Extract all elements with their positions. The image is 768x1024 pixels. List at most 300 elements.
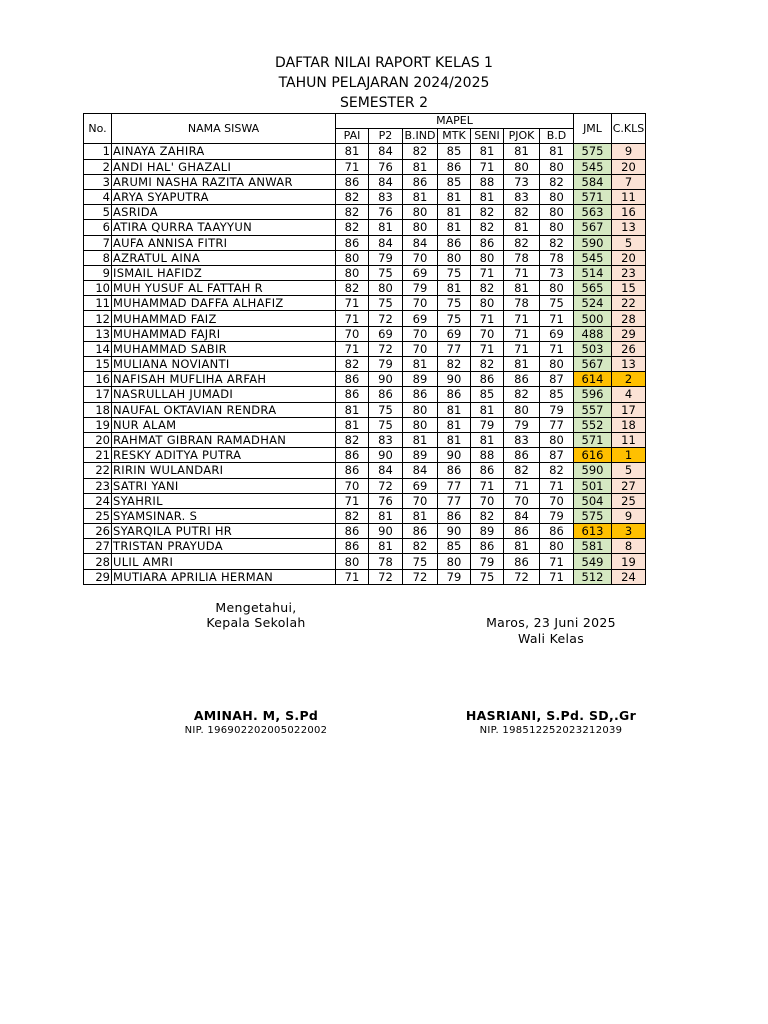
subject-score: 71 — [504, 478, 540, 493]
total-score: 614 — [574, 372, 612, 387]
subject-score: 71 — [504, 326, 540, 341]
subject-score: 85 — [540, 387, 574, 402]
subject-score: 87 — [540, 372, 574, 387]
total-score: 581 — [574, 539, 612, 554]
subject-score: 69 — [403, 265, 438, 280]
col-name-header: NAMA SISWA — [112, 114, 336, 144]
subject-score: 79 — [369, 250, 403, 265]
total-score: 545 — [574, 159, 612, 174]
class-rank: 11 — [612, 189, 646, 204]
subject-score: 82 — [504, 387, 540, 402]
total-score: 512 — [574, 569, 612, 584]
subject-score: 75 — [540, 296, 574, 311]
student-name: ISMAIL HAFIDZ — [112, 265, 336, 280]
subject-score: 82 — [540, 174, 574, 189]
table-row — [84, 539, 646, 554]
total-score: 565 — [574, 281, 612, 296]
subject-score: 75 — [369, 265, 403, 280]
row-number: 18 — [84, 402, 112, 417]
subject-score: 70 — [403, 326, 438, 341]
subject-score: 86 — [504, 372, 540, 387]
subject-score: 71 — [540, 478, 574, 493]
subject-score: 82 — [540, 235, 574, 250]
subject-score: 81 — [438, 189, 471, 204]
subject-score: 80 — [471, 250, 504, 265]
table-row — [84, 189, 646, 204]
subject-header: P2 — [369, 129, 403, 144]
subject-score: 70 — [540, 493, 574, 508]
subject-score: 80 — [336, 265, 369, 280]
table-row — [84, 174, 646, 189]
class-rank: 15 — [612, 281, 646, 296]
subject-score: 70 — [336, 326, 369, 341]
subject-score: 82 — [471, 220, 504, 235]
table-row — [84, 281, 646, 296]
subject-score: 69 — [403, 478, 438, 493]
table-header-row — [84, 114, 646, 129]
row-number: 28 — [84, 554, 112, 569]
subject-score: 79 — [438, 569, 471, 584]
total-score: 575 — [574, 508, 612, 523]
subject-score: 81 — [369, 539, 403, 554]
student-name: MUHAMMAD FAJRI — [112, 326, 336, 341]
subject-score: 80 — [403, 205, 438, 220]
table-row — [84, 296, 646, 311]
total-score: 504 — [574, 493, 612, 508]
student-name: AINAYA ZAHIRA — [112, 144, 336, 159]
row-number: 27 — [84, 539, 112, 554]
student-name: MUTIARA APRILIA HERMAN — [112, 569, 336, 584]
grades-body — [84, 144, 646, 584]
class-rank: 24 — [612, 569, 646, 584]
subject-score: 84 — [369, 174, 403, 189]
subject-header: B.IND — [404, 129, 436, 143]
report-title: DAFTAR NILAI RAPORT KELAS 1 — [275, 55, 493, 71]
subject-score: 81 — [336, 402, 369, 417]
class-rank: 29 — [612, 326, 646, 341]
homeroom-teacher-name: HASRIANI, S.Pd. SD,.Gr — [465, 708, 637, 723]
total-score: 584 — [574, 174, 612, 189]
subject-score: 77 — [438, 493, 471, 508]
total-score: 567 — [574, 220, 612, 235]
row-number: 23 — [84, 478, 112, 493]
class-rank: 16 — [612, 205, 646, 220]
subject-score: 80 — [504, 402, 540, 417]
total-score: 571 — [574, 432, 612, 447]
subject-score: 90 — [369, 524, 403, 539]
table-row — [84, 265, 646, 280]
subject-score: 83 — [504, 189, 540, 204]
subject-score: 75 — [438, 296, 471, 311]
subject-score: 75 — [438, 311, 471, 326]
subject-score: 78 — [504, 250, 540, 265]
row-number: 11 — [84, 296, 112, 311]
subject-score: 80 — [540, 159, 574, 174]
subject-score: 86 — [336, 387, 369, 402]
student-name: NAFISAH MUFLIHA ARFAH — [112, 372, 336, 387]
subject-score: 84 — [403, 463, 438, 478]
subject-score: 71 — [540, 569, 574, 584]
total-score: 596 — [574, 387, 612, 402]
table-row — [84, 554, 646, 569]
row-number: 21 — [84, 448, 112, 463]
subject-score: 81 — [438, 417, 471, 432]
subject-score: 81 — [369, 508, 403, 523]
table-row — [84, 569, 646, 584]
row-number: 20 — [84, 432, 112, 447]
row-number: 15 — [84, 357, 112, 372]
subject-score: 85 — [438, 174, 471, 189]
subject-score: 86 — [336, 235, 369, 250]
row-number: 22 — [84, 463, 112, 478]
subject-score: 71 — [471, 311, 504, 326]
subject-score: 72 — [403, 569, 438, 584]
class-rank: 19 — [612, 554, 646, 569]
total-score: 500 — [574, 311, 612, 326]
subject-score: 71 — [504, 311, 540, 326]
col-ckls-header: C.KLS — [612, 114, 646, 144]
subject-score: 85 — [438, 539, 471, 554]
subject-score: 70 — [471, 326, 504, 341]
subject-header: B.D — [540, 129, 574, 144]
subject-header: PJOK — [504, 129, 540, 144]
total-score: 514 — [574, 265, 612, 280]
subject-score: 80 — [540, 539, 574, 554]
subject-score: 76 — [369, 159, 403, 174]
subject-score: 90 — [369, 448, 403, 463]
row-number: 25 — [84, 508, 112, 523]
subject-score: 87 — [540, 448, 574, 463]
subject-score: 81 — [504, 220, 540, 235]
class-rank: 20 — [612, 250, 646, 265]
row-number: 6 — [84, 220, 112, 235]
subject-score: 83 — [369, 189, 403, 204]
student-name: NUR ALAM — [112, 417, 336, 432]
student-name: AUFA ANNISA FITRI — [112, 235, 336, 250]
subject-score: 86 — [504, 524, 540, 539]
homeroom-teacher-nip: NIP. 198512252023212039 — [479, 725, 623, 736]
total-score: 501 — [574, 478, 612, 493]
subject-score: 84 — [369, 463, 403, 478]
subject-score: 86 — [438, 159, 471, 174]
subject-score: 70 — [403, 493, 438, 508]
table-row — [84, 220, 646, 235]
subject-header: SENI — [471, 129, 504, 144]
subject-score: 83 — [504, 432, 540, 447]
subject-score: 80 — [540, 220, 574, 235]
student-name: RAHMAT GIBRAN RAMADHAN — [112, 432, 336, 447]
subject-score: 81 — [471, 144, 504, 159]
subject-score: 86 — [438, 508, 471, 523]
subject-score: 89 — [471, 524, 504, 539]
table-row — [84, 341, 646, 356]
row-number: 2 — [84, 159, 112, 174]
subject-score: 73 — [504, 174, 540, 189]
total-score: 557 — [574, 402, 612, 417]
subject-score: 80 — [540, 281, 574, 296]
semester: SEMESTER 2 — [339, 95, 429, 111]
subject-score: 86 — [504, 448, 540, 463]
class-rank: 2 — [612, 372, 646, 387]
row-number: 4 — [84, 189, 112, 204]
table-row — [84, 357, 646, 372]
subject-score: 90 — [438, 524, 471, 539]
subject-score: 81 — [438, 220, 471, 235]
subject-score: 71 — [540, 311, 574, 326]
table-row — [84, 387, 646, 402]
class-rank: 26 — [612, 341, 646, 356]
subject-score: 82 — [438, 357, 471, 372]
subject-score: 90 — [438, 372, 471, 387]
subject-score: 80 — [471, 296, 504, 311]
table-row — [84, 144, 646, 159]
subject-score: 80 — [540, 357, 574, 372]
subject-score: 81 — [471, 432, 504, 447]
subject-score: 79 — [471, 417, 504, 432]
subject-score: 86 — [471, 463, 504, 478]
subject-score: 89 — [403, 448, 438, 463]
table-row — [84, 463, 646, 478]
class-rank: 18 — [612, 417, 646, 432]
student-name: MULIANA NOVIANTI — [112, 357, 336, 372]
subject-score: 71 — [336, 493, 369, 508]
subject-score: 81 — [403, 159, 438, 174]
subject-score: 86 — [471, 235, 504, 250]
subject-score: 71 — [471, 478, 504, 493]
subject-score: 81 — [471, 402, 504, 417]
subject-score: 75 — [369, 417, 403, 432]
col-no-header: No. — [84, 114, 112, 144]
student-name: TRISTAN PRAYUDA — [112, 539, 336, 554]
subject-score: 76 — [369, 205, 403, 220]
subject-score: 70 — [504, 493, 540, 508]
subject-score: 80 — [504, 159, 540, 174]
subject-score: 81 — [336, 144, 369, 159]
table-row — [84, 235, 646, 250]
subject-score: 81 — [438, 402, 471, 417]
subject-score: 82 — [471, 281, 504, 296]
student-name: SYAMSINAR. S — [112, 508, 336, 523]
place-date: Maros, 23 Juni 2025 — [486, 615, 616, 630]
subject-score: 83 — [369, 432, 403, 447]
grades-table — [83, 113, 646, 585]
subject-score: 82 — [471, 357, 504, 372]
row-number: 16 — [84, 372, 112, 387]
subject-score: 81 — [504, 281, 540, 296]
subject-score: 85 — [438, 144, 471, 159]
subject-score: 77 — [438, 341, 471, 356]
subject-score: 73 — [540, 265, 574, 280]
subject-score: 71 — [471, 159, 504, 174]
table-row — [84, 205, 646, 220]
subject-score: 78 — [540, 250, 574, 265]
class-rank: 8 — [612, 539, 646, 554]
subject-score: 81 — [438, 205, 471, 220]
table-row — [84, 326, 646, 341]
subject-score: 80 — [403, 402, 438, 417]
subject-score: 82 — [336, 432, 369, 447]
subject-score: 85 — [471, 387, 504, 402]
subject-score: 71 — [336, 341, 369, 356]
row-number: 3 — [84, 174, 112, 189]
subject-header: PAI — [336, 129, 369, 144]
subject-score: 90 — [438, 448, 471, 463]
student-name: ANDI HAL' GHAZALI — [112, 159, 336, 174]
class-rank: 13 — [612, 357, 646, 372]
subject-score: 81 — [369, 220, 403, 235]
row-number: 8 — [84, 250, 112, 265]
subject-score: 82 — [336, 220, 369, 235]
subject-score: 77 — [438, 478, 471, 493]
total-score: 524 — [574, 296, 612, 311]
subject-score: 82 — [403, 144, 438, 159]
subject-score: 79 — [540, 508, 574, 523]
subject-score: 71 — [471, 341, 504, 356]
table-row — [84, 448, 646, 463]
total-score: 549 — [574, 554, 612, 569]
subject-score: 86 — [336, 463, 369, 478]
subject-score: 71 — [504, 265, 540, 280]
total-score: 563 — [574, 205, 612, 220]
class-rank: 11 — [612, 432, 646, 447]
subject-score: 71 — [540, 554, 574, 569]
total-score: 545 — [574, 250, 612, 265]
subject-score: 86 — [471, 539, 504, 554]
row-number: 24 — [84, 493, 112, 508]
total-score: 567 — [574, 357, 612, 372]
subject-score: 81 — [540, 144, 574, 159]
subject-score: 72 — [369, 478, 403, 493]
subject-score: 80 — [403, 417, 438, 432]
table-row — [84, 508, 646, 523]
subject-score: 71 — [471, 265, 504, 280]
subject-score: 80 — [336, 554, 369, 569]
principal-title: Kepala Sekolah — [206, 615, 306, 630]
subject-score: 80 — [540, 189, 574, 204]
subject-score: 79 — [504, 417, 540, 432]
subject-score: 75 — [471, 569, 504, 584]
row-number: 10 — [84, 281, 112, 296]
row-number: 9 — [84, 265, 112, 280]
total-score: 488 — [574, 326, 612, 341]
class-rank: 13 — [612, 220, 646, 235]
student-name: ULIL AMRI — [112, 554, 336, 569]
subject-score: 75 — [403, 554, 438, 569]
table-row — [84, 524, 646, 539]
subject-score: 86 — [403, 524, 438, 539]
subject-score: 82 — [504, 463, 540, 478]
class-rank: 4 — [612, 387, 646, 402]
row-number: 26 — [84, 524, 112, 539]
subject-score: 72 — [369, 569, 403, 584]
subject-score: 72 — [369, 311, 403, 326]
subject-score: 84 — [369, 235, 403, 250]
row-number: 17 — [84, 387, 112, 402]
subject-score: 81 — [403, 432, 438, 447]
col-mapel-header: MAPEL — [336, 114, 574, 129]
row-number: 1 — [84, 144, 112, 159]
subject-score: 81 — [403, 357, 438, 372]
total-score: 616 — [574, 448, 612, 463]
subject-score: 88 — [471, 448, 504, 463]
table-row — [84, 432, 646, 447]
subject-score: 81 — [403, 508, 438, 523]
subject-score: 82 — [336, 508, 369, 523]
class-rank: 27 — [612, 478, 646, 493]
subject-score: 70 — [403, 250, 438, 265]
subject-score: 72 — [369, 341, 403, 356]
total-score: 552 — [574, 417, 612, 432]
student-name: RESKY ADITYA PUTRA — [112, 448, 336, 463]
student-name: ATIRA QURRA TAAYYUN — [112, 220, 336, 235]
subject-score: 71 — [540, 341, 574, 356]
student-name: MUHAMMAD DAFFA ALHAFIZ — [112, 296, 336, 311]
subject-score: 81 — [504, 357, 540, 372]
class-rank: 3 — [612, 524, 646, 539]
subject-score: 69 — [369, 326, 403, 341]
subject-score: 71 — [336, 311, 369, 326]
subject-score: 79 — [403, 281, 438, 296]
subject-score: 84 — [504, 508, 540, 523]
subject-score: 80 — [438, 554, 471, 569]
total-score: 575 — [574, 144, 612, 159]
class-rank: 22 — [612, 296, 646, 311]
row-number: 12 — [84, 311, 112, 326]
subject-score: 79 — [540, 402, 574, 417]
subject-score: 86 — [336, 174, 369, 189]
subject-score: 69 — [540, 326, 574, 341]
student-name: MUH YUSUF AL FATTAH R — [112, 281, 336, 296]
subject-score: 71 — [504, 341, 540, 356]
subject-score: 86 — [438, 387, 471, 402]
subject-score: 86 — [336, 372, 369, 387]
total-score: 503 — [574, 341, 612, 356]
total-score: 590 — [574, 463, 612, 478]
table-row — [84, 417, 646, 432]
subject-score: 82 — [336, 357, 369, 372]
class-rank: 5 — [612, 463, 646, 478]
subject-score: 89 — [403, 372, 438, 387]
subject-score: 79 — [369, 357, 403, 372]
subject-score: 81 — [336, 417, 369, 432]
subject-score: 80 — [540, 432, 574, 447]
subject-score: 78 — [504, 296, 540, 311]
subject-score: 84 — [369, 144, 403, 159]
principal-nip: NIP. 196902202005022002 — [184, 725, 328, 736]
table-row — [84, 402, 646, 417]
student-name: MUHAMMAD FAIZ — [112, 311, 336, 326]
subject-score: 80 — [438, 250, 471, 265]
student-name: ASRIDA — [112, 205, 336, 220]
class-rank: 23 — [612, 265, 646, 280]
subject-score: 75 — [369, 296, 403, 311]
subject-score: 82 — [504, 205, 540, 220]
student-name: SYAHRIL — [112, 493, 336, 508]
subject-score: 81 — [504, 144, 540, 159]
student-name: RIRIN WULANDARI — [112, 463, 336, 478]
subject-score: 70 — [471, 493, 504, 508]
subject-score: 86 — [336, 539, 369, 554]
table-row — [84, 311, 646, 326]
subject-score: 78 — [369, 554, 403, 569]
subject-score: 81 — [438, 432, 471, 447]
subject-score: 86 — [336, 448, 369, 463]
subject-score: 71 — [336, 159, 369, 174]
class-rank: 9 — [612, 508, 646, 523]
subject-score: 86 — [403, 174, 438, 189]
total-score: 590 — [574, 235, 612, 250]
subject-score: 72 — [504, 569, 540, 584]
